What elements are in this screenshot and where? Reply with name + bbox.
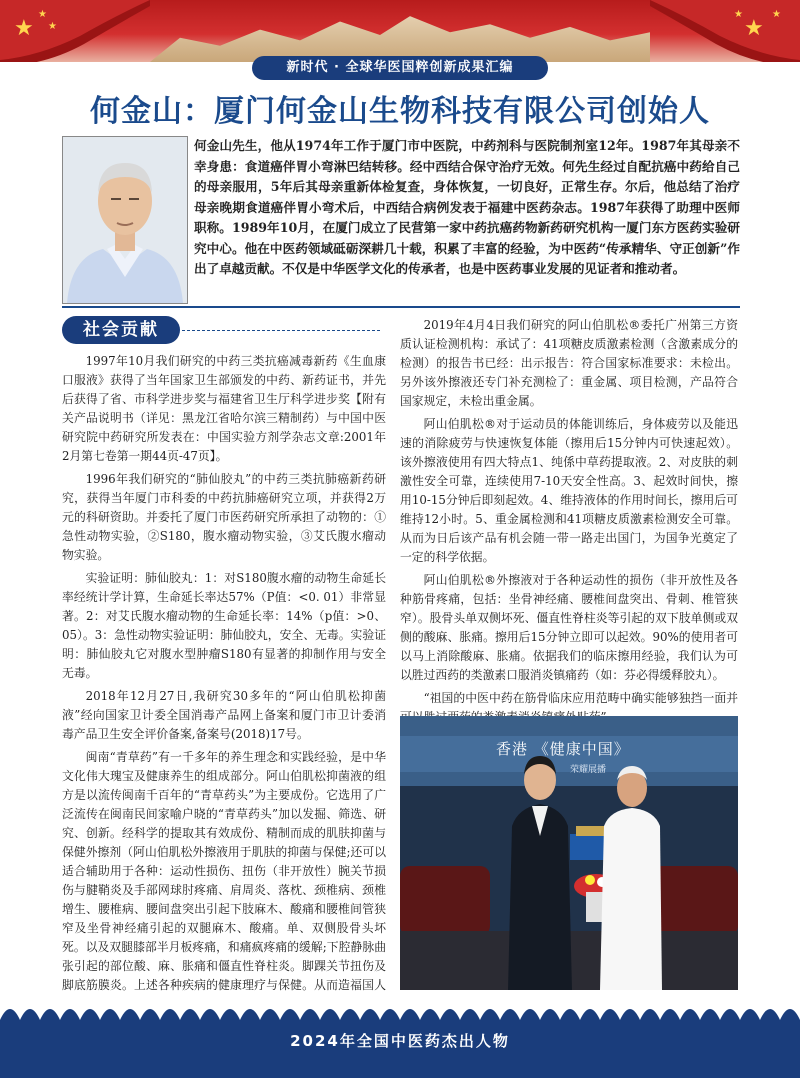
header-band [0, 0, 800, 62]
star-icon: ★ [38, 9, 47, 20]
wave-pattern-icon [0, 996, 800, 1020]
event-photo [400, 716, 738, 990]
left-column [62, 352, 386, 1018]
portrait-photo [62, 136, 188, 304]
great-wall-graphic [150, 8, 650, 62]
screen-subcaption: 荣耀展播 [570, 765, 607, 775]
header-banner: 新时代 · 全球华医国粹创新成果汇编 [252, 56, 548, 80]
footer-title: 2024年全国中医药杰出人物 [290, 1032, 510, 1050]
section-divider [182, 330, 380, 331]
paragraph: 阿山伯肌松®外擦液对于各种运动性的损伤（非开放性及各种筋骨疼痛，包括：坐骨神经痛、腰椎间盘突出、骨刺、椎管狭窄）。股骨头单双侧坏死、僵直性脊柱炎等引起的双下肢单侧或双侧的酸麻、胀痛。擦用后15分钟立即可以起效。90%的使用者可以马上消除酸麻、胀痛。依据我们的临床擦用经验，我们认为可以胜过西药的类激素口服消炎镇痛药（如：芬必得缓释胶丸）。 [400, 573, 738, 682]
star-icon: ★ [734, 9, 743, 20]
star-icon: ★ [772, 9, 781, 20]
paragraph: 2018年12月27日,我研究30多年的“阿山伯肌松抑菌液”经向国家卫计委全国消毒产品网上备案和厦门市卫计委消毒产品卫生安全评价备案,备案号(2018)17号。 [62, 689, 386, 741]
star-icon: ★ [14, 16, 34, 41]
paragraph: 闽南“青草药”有一千多年的养生理念和实践经验，是中华文化伟大瑰宝及健康养生的组成部分。阿山伯肌松抑菌液的组方是以流传闽南千百年的“青草药头”为主要成份。它选用了广泛流传在闽南民间家喻户晓的“青草药头”加以发掘、筛选、研究、创新。经科学的提取其有效成份、精制而成的肌肤抑菌与保健外擦剂（阿山伯肌松外擦液用于肌肤的抑菌与保健;还可以适合辅助用于各种：运动性损伤、扭伤（非开放性）腕关节损伤与腱鞘炎及手部网球肘疼痛、肩周炎、落枕、颈椎病、颈椎增生、腰椎病、腰间盘突出引起下肢麻木、酸痛和腰椎间管狭窄及坐骨神经痛引起的双腿麻木、酸痛。单、双侧股骨头坏死。以及双腿膝部半月板疼痛，和痛疯疼痛的缓解;下腔静脉曲张引起的部位酸、麻、胀痛和僵直性脊柱炎。脚踝关节扭伤及脚底筋膜炎。上述各种疾病的健康理疗与保健。从而造福国人 [62, 750, 386, 992]
paragraph: 1996年我们研究的“肺仙胶丸”的中药三类抗肺癌新药研究，获得当年厦门市科委的中药抗肺癌研究立项，并获得2万元的科研资助。并委托了厦门市医药研究所承担了动物的：①急性动物实验，②S180，腹水瘤动物实验，③艾氏腹水瘤动物实验。 [62, 472, 386, 562]
star-icon: ★ [744, 16, 764, 41]
section-title: 社会贡献 [62, 316, 180, 344]
paragraph: 2019年4月4日我们研究的阿山伯肌松®委托广州第三方资质认证检测机构：承试了：41项糖皮质激素检测（含激素成分的检测）的报告书已经：出示报告：符合国家标准要求：未检出。另外该外擦液还专门补充测检了：重金属、项目检测，产品符合国家规定，未检出重金属。 [400, 318, 738, 408]
paragraph: 实验证明：肺仙胶丸：1：对S180腹水瘤的动物生命延长率经统计学计算，生命延长率达57%（P值：<0. 01）非常显著。2：对艾氏腹水瘤动物的生命延长率：14%（p值：>0、05）。3：急性动物实验证明：肺仙胶丸，安全、无毒。实验证明：肺仙胶丸它对腹水型肿瘤S180有显著的抑制作用与安全无毒。 [62, 571, 386, 680]
intro-paragraph: 何金山先生，他从1974年工作于厦门市中医院，中药剂科与医院制剂室12年。1987年其母亲不幸身患：食道癌伴胃小弯淋巴结转移。经中西结合保守治疗无效。何先生经过自配抗癌中药给自己的母亲服用，5年后其母亲重新体检复查，身体恢复，一切良好，正常生存。尔后，他总结了治疗母亲晚期食道癌伴胃小弯术后，中西结合病例发表于福建中医药杂志。1987年获得了助理中医师职称。1989年10月，在厦门成立了民营第一家中药抗癌药物新药研究机构一厦门东方医药实验研究中心。他在中医药领域砥砺深耕几十载，积累了丰富的经验，为中医药“传承精华、守正创新”作出了卓越贡献。不仅是中华医学文化的传承者，也是中医药事业发展的见证者和推动者。 [194, 138, 740, 276]
star-icon: ★ [48, 21, 57, 32]
screen-caption: 香港 《健康中国》 [496, 740, 630, 758]
right-column [400, 316, 738, 731]
divider [62, 306, 740, 308]
paragraph: 阿山伯肌松®对于运动员的体能训练后，身体疲劳以及能迅速的消除疲劳与快速恢复体能（擦用后15分钟内可快速起效）。该外擦液使用有四大特点1、纯係中草药提取液。2、对皮肤的刺激性安全可靠，连续使用7-10天安全性高。3、起效时间快，擦用10-15分钟后即刻起效。4、维持液体的作用时间长，擦用后可维持12小时。5、重金属检测和41项糖皮质激素检测安全可靠。从而为日后该产品有机会随一带一路走出国门，为国争光奠定了一定的科学依据。 [400, 417, 738, 564]
page-title: 何金山：厦门何金山生物科技有限公司创始人 [90, 94, 710, 129]
paragraph: “祖国的中医中药在筋骨临床应用范畴中确实能够独挡一面并 [423, 691, 738, 705]
paragraph: 1997年10月我们研究的中药三类抗癌减毒新药《生血康口服液》获得了当年国家卫生部颁发的中药、新药证书，并先后获得了省、市科学进步奖与福建省卫生厅科学进步奖【附有关产品说明书（详见：黑龙江省哈尔滨三精制药）与中国中医研究院中药研究所发表在：中国实验方剂学杂志文章:2001年2月第七卷第一期44页-47页】。 [62, 354, 386, 463]
